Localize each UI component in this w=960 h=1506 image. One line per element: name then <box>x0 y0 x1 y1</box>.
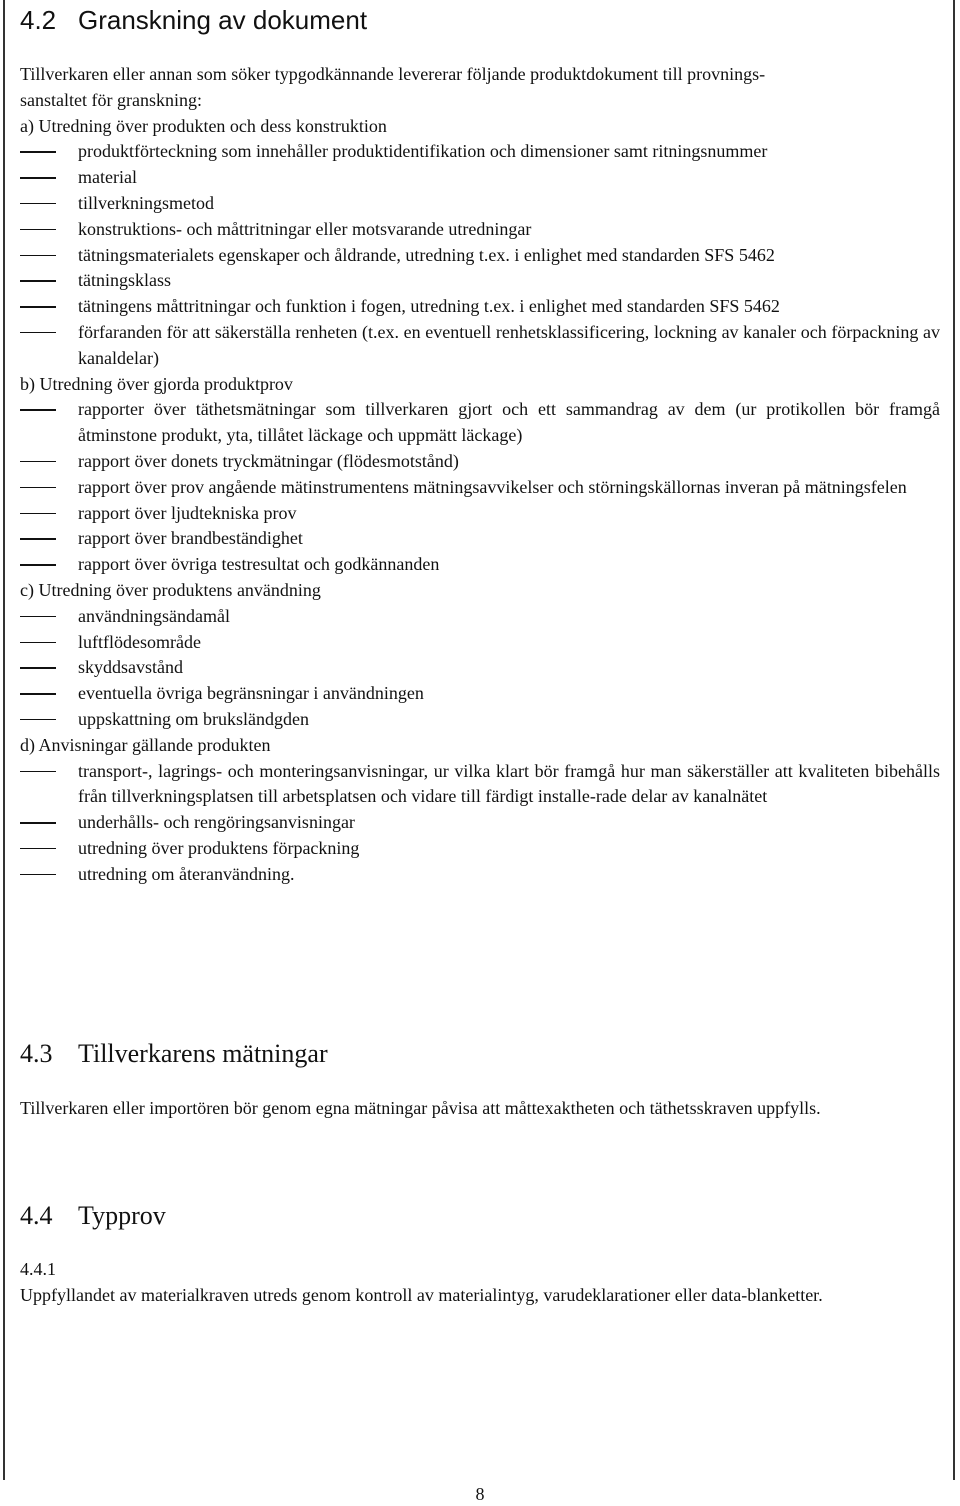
list-item <box>20 836 940 862</box>
list-item-text: tätningsmaterialets egenskaper och åldrande, utredning t.ex. i enlighet med standarden SFS 5462 <box>78 244 775 265</box>
list-item-text: rapport över ljudtekniska prov <box>78 502 297 523</box>
section-title: Granskning av dokument <box>78 5 368 35</box>
subsection-heading-b: b) Utredning över gjorda produktprov <box>20 373 293 394</box>
list-item-text: utredning om återanvändning. <box>78 863 295 884</box>
list-item <box>20 552 940 578</box>
left-border-line <box>3 0 5 1480</box>
list-item-text: rapport över övriga testresultat och godkännanden <box>78 554 440 575</box>
list-item <box>20 475 940 501</box>
right-border-line <box>953 0 955 1480</box>
list-item <box>20 320 940 372</box>
list-item <box>20 191 940 217</box>
list-item-text: rapport över donets tryckmätningar (flödesmotstånd) <box>78 450 459 471</box>
list-item-text: underhålls- och rengöringsanvisningar <box>78 812 355 833</box>
list-item-text: användningsändamål <box>78 605 230 626</box>
list-item <box>20 810 940 836</box>
list-item <box>20 862 940 888</box>
subsection-heading-c: c) Utredning över produktens användning <box>20 579 321 600</box>
subsection-heading-d: d) Anvisningar gällande produkten <box>20 734 271 755</box>
list-item <box>20 294 940 320</box>
list-d <box>20 759 940 888</box>
list-item <box>20 243 940 269</box>
list-item-text: uppskattning om bruksländgden <box>78 708 309 729</box>
section-4-4-body <box>20 1257 940 1309</box>
list-b <box>20 397 940 578</box>
intro-line: sanstaltet för granskning: <box>20 89 202 110</box>
list-item <box>20 139 940 165</box>
list-item-text: produktförteckning som innehåller produktidentifikation och dimensioner samt ritningsnummer <box>78 141 768 162</box>
list-item-text: skyddsavstånd <box>78 657 183 678</box>
list-item <box>20 604 940 630</box>
subsection-number: 4.4.1 <box>20 1259 56 1279</box>
list-item <box>20 501 940 527</box>
list-item <box>20 397 940 449</box>
section-heading-4-3 <box>20 1039 328 1069</box>
list-item-text: material <box>78 167 137 188</box>
list-item-text: rapport över prov angående mätinstrumentens mätningsavvikelser och störningskällornas inveran på mätningsfelen <box>78 476 907 497</box>
list-a <box>20 139 940 371</box>
list-item <box>20 630 940 656</box>
list-item-text: rapporter över täthetsmätningar som tillverkaren gjort och ett sammandrag av dem (ur protikollen bör framgå åtminstone produkt, yta, tillåtet läckage och uppmätt läckage) <box>78 399 940 446</box>
list-item-text: förfaranden för att säkerställa renheten (t.ex. en eventuell renhetsklassificering, lockning av kanaler och förpackning av kanaldelar) <box>78 321 940 368</box>
intro-line: Tillverkaren eller annan som söker typgodkännande levererar följande produktdokument till provnings- <box>20 64 766 84</box>
subsection-heading-a: a) Utredning över produkten och dess konstruktion <box>20 115 387 136</box>
list-item-text: konstruktions- och måttritningar eller motsvarande utredningar <box>78 218 532 239</box>
section-number: 4.3 <box>20 1039 53 1068</box>
list-item <box>20 165 940 191</box>
list-item-text: eventuella övriga begränsningar i användningen <box>78 683 424 704</box>
section-4-3-body <box>20 1096 940 1122</box>
list-item <box>20 217 940 243</box>
list-item <box>20 449 940 475</box>
section-number: 4.4 <box>20 1201 53 1230</box>
section-number: 4.2 <box>20 5 57 35</box>
list-item <box>20 268 940 294</box>
section-4-2-body <box>20 62 940 888</box>
section-title: Tillverkarens mätningar <box>78 1039 328 1068</box>
list-item <box>20 526 940 552</box>
list-item-text: luftflödesområde <box>78 631 201 652</box>
paragraph: Tillverkaren eller importören bör genom egna mätningar påvisa att måttexaktheten och täthetsskraven uppfylls. <box>20 1098 821 1118</box>
page-number: 8 <box>475 1484 485 1504</box>
list-item <box>20 681 940 707</box>
section-heading-4-2 <box>20 5 367 35</box>
list-item-text: tätningens måttritningar och funktion i fogen, utredning t.ex. i enlighet med standarden SFS 5462 <box>78 296 780 317</box>
list-item-text: tätningsklass <box>78 270 171 291</box>
list-item-text: tillverkningsmetod <box>78 192 214 213</box>
list-item <box>20 655 940 681</box>
list-item-text: utredning över produktens förpackning <box>78 837 360 858</box>
section-heading-4-4 <box>20 1201 166 1231</box>
list-item <box>20 707 940 733</box>
list-c <box>20 604 940 733</box>
list-item-text: rapport över brandbeständighet <box>78 528 303 549</box>
list-item-text: transport-, lagrings- och monteringsanvisningar, ur vilka klart bör framgå hur man säkerställer att kvaliteten bibehålls från tillverkningsplatsen till arbetsplatsen och vidare till färdigt installe-rade delar av kanalnätet <box>78 760 940 807</box>
list-item <box>20 759 940 811</box>
paragraph: Uppfyllandet av materialkraven utreds genom kontroll av materialintyg, varudeklarationer eller data-blanketter. <box>20 1284 823 1305</box>
section-title: Typprov <box>78 1201 166 1230</box>
